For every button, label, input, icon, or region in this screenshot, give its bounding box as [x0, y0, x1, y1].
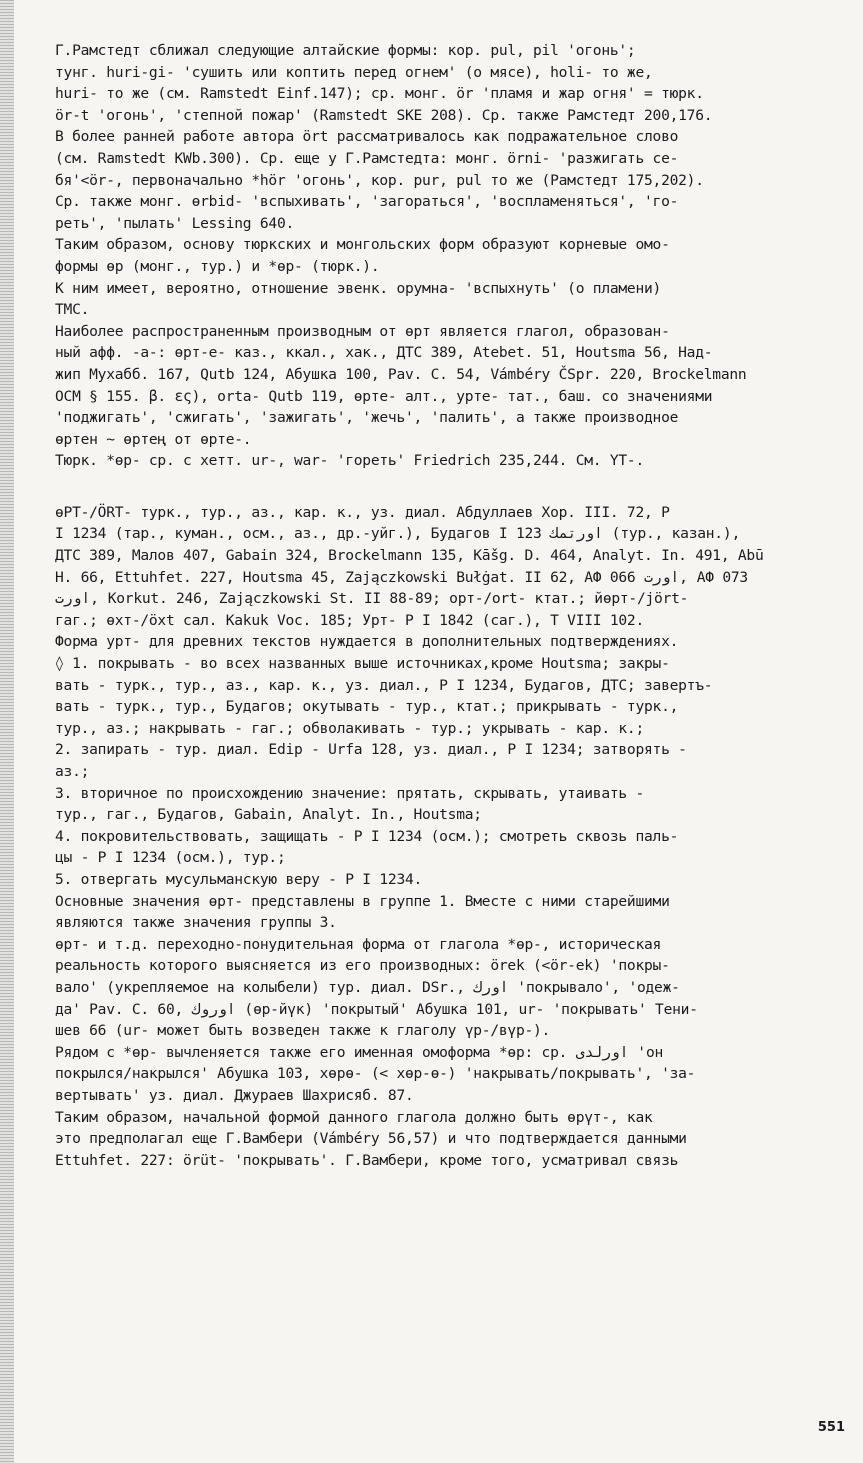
text-line: ный афф. -а-: ɵрт-е- каз., ккал., хак., ДТС 389, Atebet. 51, Houtsma 56, Над-: [55, 344, 713, 362]
text-line: 2. запирать - тур. диал. Edip - Urfa 128, уз. диал., Р I 1234; затворять -: [55, 741, 687, 759]
text-line: вертывать' уз. диал. Джураев Шахрисяб. 87.: [55, 1086, 414, 1104]
text-line: вало' (укрепляемое на колыбели) тур. диал. DSr., اورك 'покрывало', 'одеж-: [55, 978, 680, 996]
text-line: I 1234 (тар., куман., осм., аз., др.-уйг.), Будагов I 123 اورتمك (тур., казан.),: [55, 525, 741, 543]
text-line: Тюрк. *ɵр- ср. с хетт. ur-, war- 'гореть' Friedrich 235,244. См. ҮТ-.: [55, 452, 644, 470]
text-line: ОСМ § 155. β. ες), orta- Qutb 119, ɵрте- алт., урте- тат., баш. со значениями: [55, 387, 713, 405]
text-line: ТМС.: [55, 301, 90, 319]
text-line: اورت, Korkut. 246, Zajączkowski St. II 88-89; орт-/ort- ктат.; йɵрт-/jört-: [55, 590, 689, 608]
text-line: 5. отвергать мусульманскую веру - Р I 1234.: [55, 870, 423, 888]
text-line: да' Pav. C. 60, اوروك (ɵр-йүк) 'покрытый' Абушка 101, ur- 'покрывать' Тени-: [55, 1000, 698, 1018]
text-line: тур., аз.; накрывать - гаг.; обволакивать - тур.; укрывать - кар. к.;: [55, 719, 644, 737]
text-line: покрылся/накрылся' Абушка 103, хɵрɵ- (< хɵр-ɵ-) 'накрывать/покрывать', 'за-: [55, 1065, 696, 1083]
text-line: тунг. huri-gi- 'сушить или коптить перед огнем' (о мясе), holi- то же,: [55, 63, 653, 81]
text-line: вать - турк., тур., аз., кар. к., уз. диал., Р I 1234, Будагов, ДТС; завертъ-: [55, 676, 713, 694]
text-line: Основные значения ɵрт- представлены в группе 1. Вместе с ними старейшими: [55, 892, 670, 910]
text-line: 'поджигать', 'сжигать', 'зажигать', 'жечь', 'палить', а также производное: [55, 409, 679, 427]
text-line: 4. покровительствовать, защищать - Р I 1234 (осм.); смотреть сквозь паль-: [55, 827, 679, 845]
text-line: ДТС 389, Малов 407, Gabain 324, Brockelmann 135, Kāšg. D. 464, Analyt. In. 491, Abū: [55, 547, 764, 565]
text-line: ◊ 1. покрывать - во всех названных выше источниках,кроме Houtsma; закры-: [55, 655, 670, 673]
text-line: цы - Р I 1234 (осм.), тур.;: [55, 849, 286, 867]
text-line: К ним имеет, вероятно, отношение эвенк. орумна- 'вспыхнуть' (о пламени): [55, 279, 662, 297]
document-page: [55, 40, 845, 1171]
text-line: Наиболее распространенным производным от ɵрт является глагол, образован-: [55, 322, 670, 340]
text-line: реальность которого выясняется из его производных: örek (<ör-ek) 'покры-: [55, 957, 670, 975]
text-line: формы ɵр (монг., тур.) и *ɵр- (тюрк.).: [55, 257, 380, 275]
text-line: H. 66, Ettuhfet. 227, Houtsma 45, Zajączkowski Bułġat. II 62, АФ 066 اورت, АФ 073: [55, 568, 748, 586]
text-line: жип Мухабб. 167, Qutb 124, Абушка 100, Pav. C. 54, Vámbéry ČSpr. 220, Brockelmann: [55, 365, 747, 383]
text-line: Ettuhfet. 227: örüt- 'покрывать'. Г.Вамбери, кроме того, усматривал связь: [55, 1151, 679, 1169]
text-line: являются также значения группы 3.: [55, 914, 337, 932]
text-line: ɵртен ~ ɵртең от ɵрте-.: [55, 430, 252, 448]
page-number: 551: [817, 1420, 845, 1435]
text-line: тур., гаг., Будагов, Gabain, Analyt. In., Houtsma;: [55, 806, 482, 824]
text-line: ɵрт- и т.д. переходно-понудительная форма от глагола *ɵр-, историческая: [55, 935, 662, 953]
text-line: Форма урт- для древних текстов нуждается в дополнительных подтверждениях.: [55, 633, 679, 651]
text-line: аз.;: [55, 763, 90, 780]
text-body: [55, 40, 845, 1171]
text-line: гаг.; ɵхт-/öxt сал. Kakuk Voc. 185; Урт- Р I 1842 (саг.), Т VIII 102.: [55, 611, 644, 629]
text-line: реть', 'пылать' Lessing 640.: [55, 214, 295, 232]
text-line: Г.Рамстедт сближал следующие алтайские формы: кор. pul, pil 'огонь';: [55, 42, 636, 59]
text-line: Таким образом, основу тюркских и монгольских форм образуют корневые омо-: [55, 236, 670, 254]
text-line: huri- то же (см. Ramstedt Einf.147); ср. монг. ör 'пламя и жар огня' = тюрк.: [55, 85, 704, 103]
text-line: В более ранней работе автора ört рассматривалось как подражательное слово: [55, 128, 679, 146]
text-line: Ср. также монг. ɵrbid- 'вспыхивать', 'загораться', 'воспламеняться', 'го-: [55, 193, 679, 211]
text-line: это предполагал еще Г.Вамбери (Vámbéry 56,57) и что подтверждается данными: [55, 1130, 687, 1148]
text-line: ör-t 'огонь', 'степной пожар' (Ramstedt SKE 208). Ср. также Рамстедт 200,176.: [55, 106, 713, 124]
text-line: ɵРТ-/ÖRT- турк., тур., аз., кар. к., уз. диал. Абдуллаев Хор. III. 72, Р: [55, 503, 670, 521]
scan-edge: [0, 0, 14, 1463]
section-gap: [55, 472, 845, 502]
text-line: Рядом с *ɵр- вычленяется также его именная омоформа *ɵр: ср. اورلدى 'он: [55, 1043, 664, 1061]
text-line: бя'<ör-, первоначально *hör 'огонь', кор. pur, pul то же (Рамстедт 175,202).: [55, 171, 704, 189]
text-line: шев 66 (ur- может быть возведен также к глаголу үр-/вүр-).: [55, 1022, 551, 1040]
text-line: вать - турк., тур., Будагов; окутывать - тур., ктат.; прикрывать - турк.,: [55, 698, 679, 716]
text-line: (см. Ramstedt KWb.300). Ср. еще у Г.Рамстедта: монг. örni- 'разжигать се-: [55, 149, 679, 167]
text-line: Таким образом, начальной формой данного глагола должно быть ɵрүт-, как: [55, 1108, 653, 1126]
text-line: 3. вторичное по происхождению значение: прятать, скрывать, утаивать -: [55, 784, 644, 802]
